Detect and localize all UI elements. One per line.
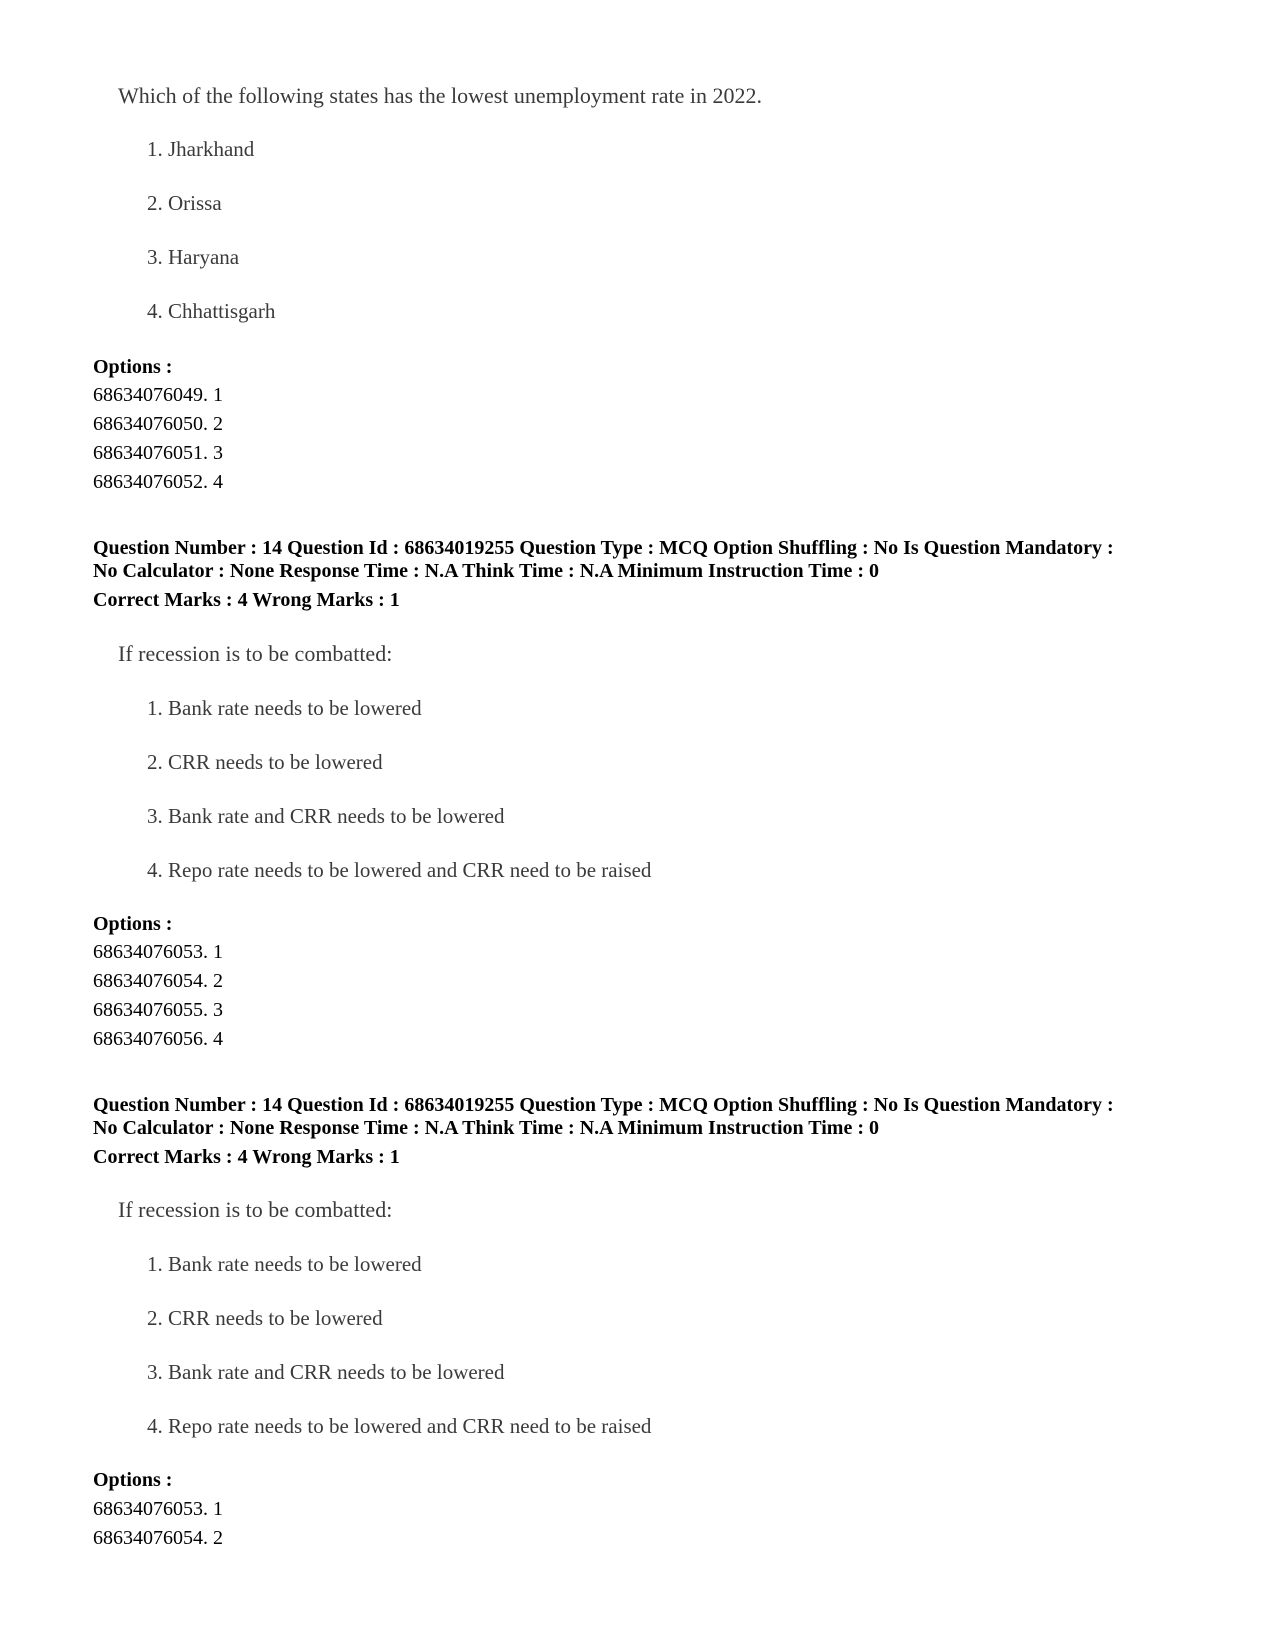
question-meta-line-1: Question Number : 14 Question Id : 68634019255 Question Type : MCQ Option Shuffling : No Is Question Mandatory : (93, 1094, 1114, 1116)
option-row-1: 68634076053. 1 (93, 941, 223, 963)
option-row-3: 68634076055. 3 (93, 999, 223, 1021)
question-choice-3: 3. Haryana (147, 245, 240, 269)
question-choice-4: 4. Chhattisgarh (147, 299, 276, 323)
options-label: Options : (93, 913, 173, 935)
marks-line: Correct Marks : 4 Wrong Marks : 1 (93, 589, 400, 611)
options-label: Options : (93, 356, 173, 378)
option-row-2: 68634076050. 2 (93, 413, 223, 435)
marks-line: Correct Marks : 4 Wrong Marks : 1 (93, 1146, 400, 1168)
question-choice-2: 2. CRR needs to be lowered (147, 750, 383, 774)
option-row-1: 68634076053. 1 (93, 1498, 223, 1520)
question-choice-1: 1. Jharkhand (147, 137, 255, 161)
question-choice-2: 2. Orissa (147, 191, 222, 215)
question-text: If recession is to be combatted: (118, 1197, 393, 1222)
option-row-4: 68634076052. 4 (93, 471, 223, 493)
question-choice-4: 4. Repo rate needs to be lowered and CRR need to be raised (147, 858, 652, 882)
question-text: Which of the following states has the lowest unemployment rate in 2022. (118, 83, 762, 108)
question-choice-1: 1. Bank rate needs to be lowered (147, 1252, 422, 1276)
question-meta-line-1: Question Number : 14 Question Id : 68634019255 Question Type : MCQ Option Shuffling : No Is Question Mandatory : (93, 537, 1114, 559)
option-row-4: 68634076056. 4 (93, 1028, 223, 1050)
question-meta-line-2: No Calculator : None Response Time : N.A Think Time : N.A Minimum Instruction Time : 0 (93, 1117, 879, 1139)
option-row-2: 68634076054. 2 (93, 1527, 223, 1549)
question-text: If recession is to be combatted: (118, 641, 393, 666)
options-label: Options : (93, 1469, 173, 1491)
question-choice-4: 4. Repo rate needs to be lowered and CRR need to be raised (147, 1414, 652, 1438)
option-row-2: 68634076054. 2 (93, 970, 223, 992)
option-row-3: 68634076051. 3 (93, 442, 223, 464)
option-row-1: 68634076049. 1 (93, 384, 223, 406)
question-choice-3: 3. Bank rate and CRR needs to be lowered (147, 1360, 505, 1384)
question-meta-line-2: No Calculator : None Response Time : N.A Think Time : N.A Minimum Instruction Time : 0 (93, 560, 879, 582)
question-choice-3: 3. Bank rate and CRR needs to be lowered (147, 804, 505, 828)
question-choice-2: 2. CRR needs to be lowered (147, 1306, 383, 1330)
question-choice-1: 1. Bank rate needs to be lowered (147, 696, 422, 720)
